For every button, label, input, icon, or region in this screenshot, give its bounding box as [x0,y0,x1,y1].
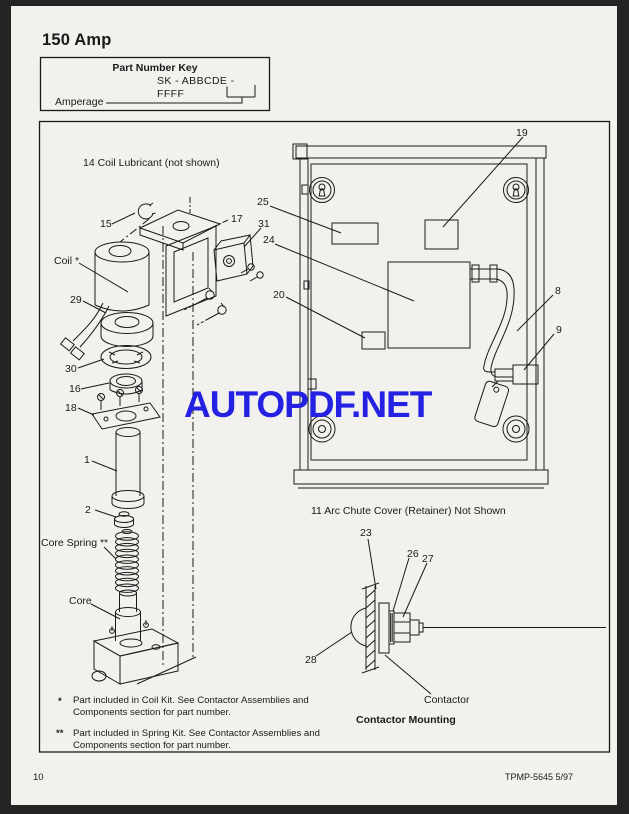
part-callout-29: 29 [70,294,82,306]
watermark-text: AUTOPDF.NET [184,384,432,425]
part-callout-16: 16 [69,383,81,395]
coil-lubricant-note: 14 Coil Lubricant (not shown) [83,157,220,169]
part-callout-1: 1 [84,454,90,466]
part-callout-26: 26 [407,548,419,560]
part-callout-2: 2 [85,504,91,516]
part-callout-30: 30 [65,363,77,375]
page-title: 150 Amp [42,31,112,49]
part-callout-25: 25 [257,196,269,208]
contactor-mounting-drawing [316,539,606,694]
part-callout-17: 17 [231,213,243,225]
part-key-heading: Part Number Key [112,62,198,74]
footnote-1-marker: * [58,696,62,707]
core-spring-label: Core Spring ** [41,537,109,549]
exploded-coil-assembly-drawing [61,197,264,684]
part-callout-31: 31 [258,218,270,230]
amperage-callout-label: Amperage [55,96,104,108]
part-callout-18: 18 [65,402,77,414]
footnote-2-text: Part included in Spring Kit. See Contactor Assemblies and Components section for part number. [73,728,320,752]
footnote-1-text: Part included in Coil Kit. See Contactor Assemblies and Components section for part number. [73,695,309,719]
contactor-mounting-caption: Contactor Mounting [356,714,456,726]
part-callout-15: 15 [100,218,112,230]
core-label: Core [69,595,92,607]
arc-chute-note: 11 Arc Chute Cover (Retainer) Not Shown [311,505,506,517]
part-key-code-line1: SK - ABBCDE - [157,75,235,87]
part-callout-9: 9 [556,324,562,336]
part-callout-20: 20 [273,289,285,301]
part-callout-23: 23 [360,527,372,539]
coil-label: Coil * [54,255,80,267]
footer-page-number: 10 [33,772,44,783]
footnote-2-marker: ** [56,728,64,739]
part-key-code-line2: FFFF [157,88,185,100]
part-callout-8: 8 [555,285,561,297]
part-callout-19: 19 [516,127,528,139]
contactor-label: Contactor [424,694,470,706]
enclosure-drawing [270,137,554,488]
footer-doc-code: TPMP-5645 5/97 [505,772,574,782]
part-callout-27: 27 [422,553,434,565]
part-callout-28: 28 [305,654,317,666]
part-callout-24: 24 [263,234,275,246]
